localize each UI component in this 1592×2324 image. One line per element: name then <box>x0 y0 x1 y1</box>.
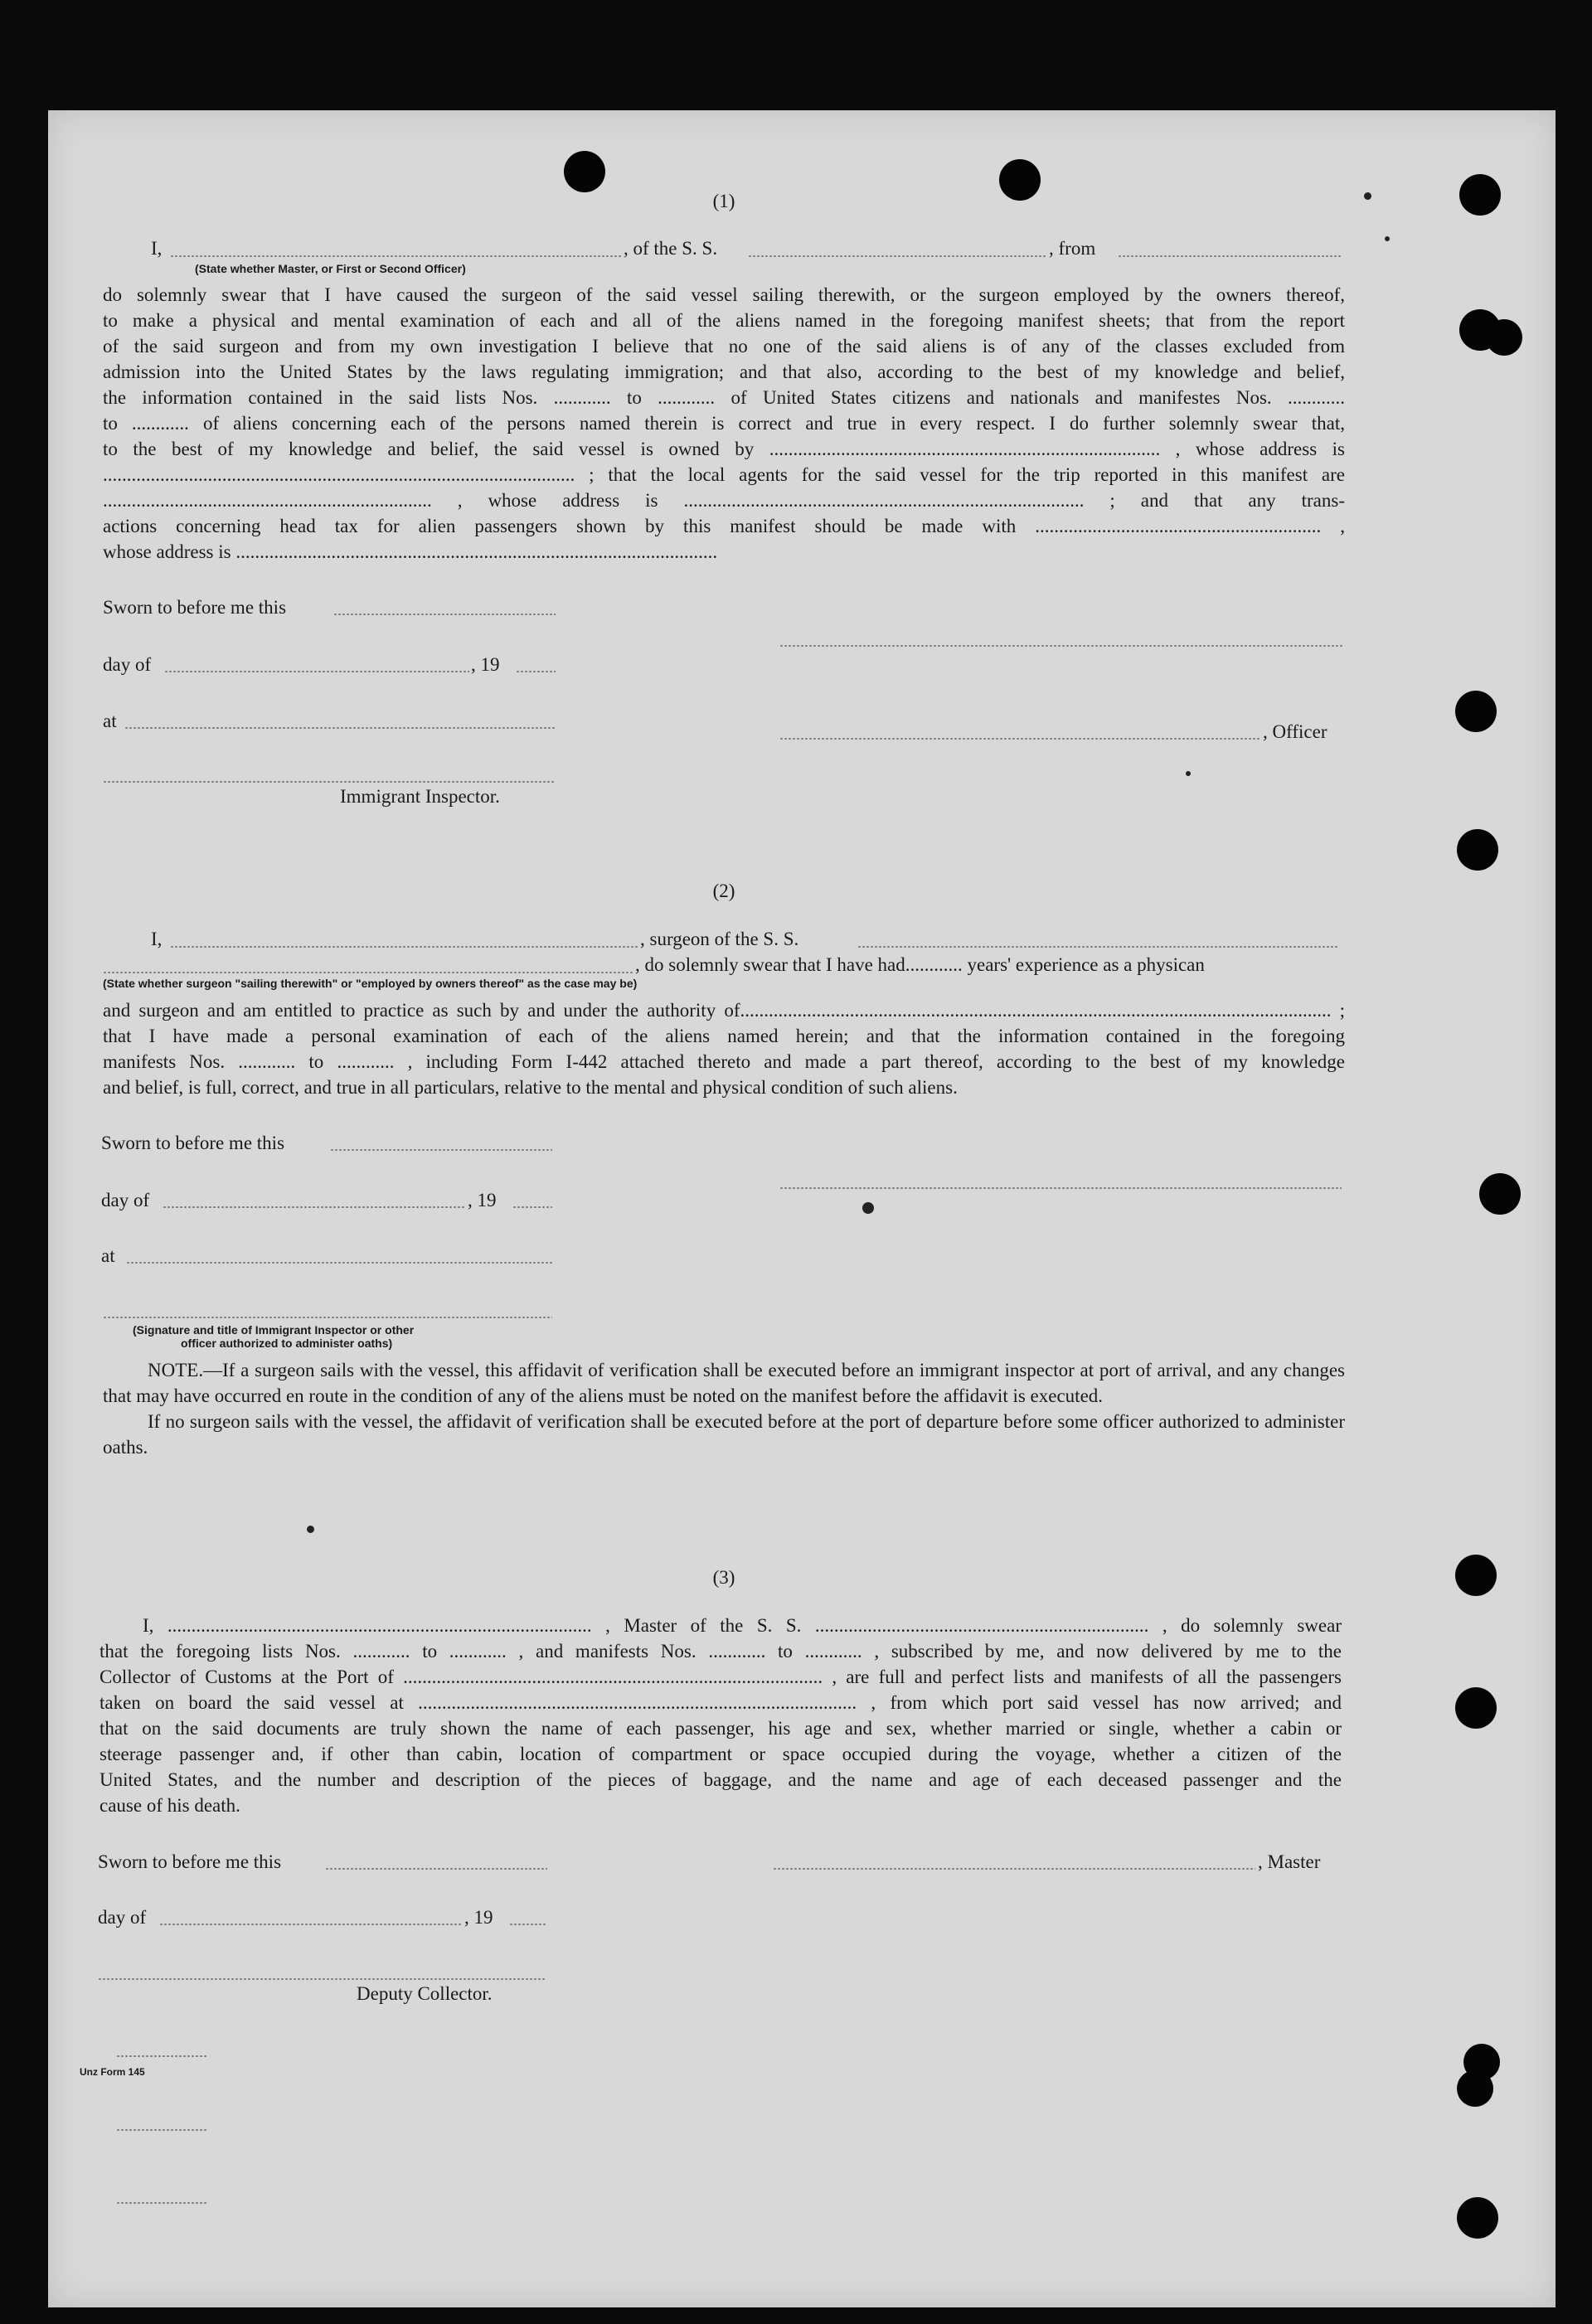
punch-hole <box>1455 1687 1497 1729</box>
surgeon-vessel-field[interactable] <box>857 946 1338 948</box>
section-3-19: , 19 <box>464 1907 493 1928</box>
section-2-oath-text <box>103 997 1345 1100</box>
oath-line: actions concerning head tax for alien passengers shown by this manifest should be made with ............................................................ , <box>103 516 1345 536</box>
year-field[interactable] <box>516 671 556 672</box>
section-1-sworn: Sworn to before me this <box>103 597 287 618</box>
mark-line <box>116 2129 207 2131</box>
oath-line: I, ......................................................................................... , Master of the S. S. ...................................................................... , do solemnly swear <box>143 1615 1342 1636</box>
section-1-oath-text <box>103 282 1345 565</box>
oath-line: taken on board the said vessel at ............................................................................................ , from which port said vessel has now arrived; and <box>100 1692 1342 1713</box>
section-3-day-of: day of <box>98 1907 147 1928</box>
section-1-inspector: Immigrant Inspector. <box>340 786 500 807</box>
oath-line: the information contained in the said lists Nos. ............ to ............ of United States citizens and nationals and manifestes Nos. ............ <box>103 387 1345 408</box>
section-3-number: (3) <box>712 1567 735 1588</box>
oath-line: steerage passenger and, if other than cabin, location of compartment or space occupied during the voyage, whether a citizen of the <box>100 1744 1342 1764</box>
oath-line: to make a physical and mental examination of each and all of the aliens named in the foregoing manifest sheets; that from the report <box>103 310 1345 331</box>
speck <box>862 1202 874 1214</box>
sworn-date-field[interactable] <box>325 1868 547 1870</box>
form-id: Unz Form 145 <box>80 2066 145 2078</box>
inspector-signature-line[interactable] <box>103 1317 552 1318</box>
punch-hole <box>1457 2197 1498 2239</box>
section-3-master: , Master <box>1258 1851 1321 1872</box>
oath-line: manifests Nos. ............ to ............ , including Form I-442 attached thereto and made a part thereof, according to the best of my knowledge <box>103 1051 1345 1072</box>
sworn-date-field[interactable] <box>333 614 556 615</box>
oath-line: that the foregoing lists Nos. ............ to ............ , and manifests Nos. ............ to ............ , subscribed by me, and now delivered by me to the <box>100 1641 1342 1662</box>
vessel-name-field[interactable] <box>748 255 1046 257</box>
rank-field[interactable] <box>170 255 622 257</box>
oath-line: to ............ of aliens concerning each of the persons named therein is correct and true in every respect. I do further solemnly swear that, <box>103 413 1345 434</box>
sworn-date-field[interactable] <box>330 1149 552 1151</box>
section-1-number: (1) <box>712 191 735 211</box>
section-2-sig-note-2: officer authorized to administer oaths) <box>181 1337 393 1350</box>
section-1-day-of: day of <box>103 654 152 675</box>
speck <box>1364 192 1371 200</box>
at-place-field[interactable] <box>124 727 556 729</box>
section-1-rank-note: (State whether Master, or First or Second Officer) <box>195 262 466 275</box>
surgeon-name-field[interactable] <box>170 946 638 948</box>
section-1-19: , 19 <box>471 654 500 675</box>
punch-hole <box>564 151 605 192</box>
surgeon-signature-line[interactable] <box>779 1187 1342 1189</box>
punch-hole <box>1455 1555 1497 1596</box>
section-1-at: at <box>103 711 117 731</box>
oath-line: Collector of Customs at the Port of ........................................................................................ , are full and perfect lists and manifests of all the passengers <box>100 1667 1342 1687</box>
speck <box>1186 771 1191 776</box>
oath-line: and belief, is full, correct, and true in all particulars, relative to the mental and physical condition of such aliens. <box>103 1077 958 1098</box>
oath-line: of the said surgeon and from my own investigation I believe that no one of the said aliens is of any of the classes excluded from <box>103 336 1345 357</box>
signature-line[interactable] <box>779 645 1343 647</box>
speck <box>1385 236 1390 241</box>
at-place-field[interactable] <box>126 1262 552 1264</box>
day-of-field[interactable] <box>159 1924 463 1925</box>
section-1-i: I, <box>151 238 163 259</box>
oath-line: that I have made a personal examination of each of the aliens named herein; and that the information contained in the foregoing <box>103 1026 1345 1046</box>
mark-line <box>116 2202 207 2204</box>
oath-line: ................................................................................................... ; that the local agents for the said vessel for the trip reported in this manifest are <box>103 464 1345 485</box>
section-1-of-ss: , of the S. S. <box>624 238 718 259</box>
master-signature-line[interactable] <box>773 1868 1255 1870</box>
punch-hole <box>1457 2070 1493 2107</box>
section-2-line-2: , do solemnly swear that I have had............ years' experience as a physican <box>635 954 1205 975</box>
oath-line: that on the said documents are truly shown the name of each passenger, his age and sex, whether married or single, whether a cabin or <box>100 1718 1342 1739</box>
section-2-surgeon: , surgeon of the S. S. <box>640 929 799 949</box>
oath-line: ..................................................................... , whose address is .................................................................................... ; and that any trans- <box>103 490 1345 511</box>
day-of-field[interactable] <box>164 671 469 672</box>
oath-line: United States, and the number and description of the pieces of baggage, and the name and age of each deceased passenger and the <box>100 1769 1342 1790</box>
section-2-sworn: Sworn to before me this <box>101 1133 285 1153</box>
year-field[interactable] <box>512 1206 552 1208</box>
section-3-sworn: Sworn to before me this <box>98 1851 282 1872</box>
section-2-status-note: (State whether surgeon "sailing therewith" or "employed by owners thereof" as the case may be) <box>103 977 638 990</box>
punch-hole <box>1479 1173 1521 1215</box>
punch-hole <box>1459 174 1501 216</box>
speck <box>307 1526 314 1533</box>
punch-hole <box>1486 319 1522 356</box>
punch-hole <box>1455 691 1497 732</box>
section-1-from: , from <box>1049 238 1096 259</box>
note-paragraph: If no surgeon sails with the vessel, the affidavit of verification shall be executed before at the port of departure before some officer authorized to administer oaths. <box>103 1411 1345 1458</box>
section-2-day-of: day of <box>101 1190 150 1211</box>
year-field[interactable] <box>509 1924 547 1925</box>
oath-line: admission into the United States by the laws regulating immigration; and that also, according to the best of my knowledge and belief, <box>103 361 1345 382</box>
section-2-at: at <box>101 1245 115 1266</box>
oath-line: whose address is ..................................................................................................... <box>103 541 718 562</box>
punch-hole <box>999 159 1041 201</box>
punch-hole <box>1457 829 1498 871</box>
section-2-sig-note-1: (Signature and title of Immigrant Inspector or other <box>133 1323 415 1337</box>
oath-line: cause of his death. <box>100 1795 240 1816</box>
mark-line <box>116 2055 207 2057</box>
section-2-i: I, <box>151 929 163 949</box>
section-2-number: (2) <box>712 881 735 901</box>
surgeon-status-field[interactable] <box>103 972 633 973</box>
section-1-officer: , Officer <box>1263 721 1327 742</box>
section-2-note <box>103 1357 1345 1460</box>
from-port-field[interactable] <box>1118 255 1342 257</box>
oath-line: and surgeon and am entitled to practice as such by and under the authority of............................................................................................................................ ; <box>103 1000 1345 1021</box>
section-3-deputy: Deputy Collector. <box>357 1983 493 2004</box>
oath-line: to the best of my knowledge and belief, the said vessel is owned by .................................................................................. , whose address is <box>103 439 1345 459</box>
section-3-oath-text <box>100 1613 1342 1818</box>
note-paragraph: NOTE.—If a surgeon sails with the vessel, this affidavit of verification shall be executed before an immigrant inspector at port of arrival, and any changes that may have occurred en route in the condition of any of the aliens must be noted on the manifest before the affidavit is executed. <box>103 1360 1345 1406</box>
section-2-19: , 19 <box>468 1190 497 1211</box>
oath-line: do solemnly swear that I have caused the surgeon of the said vessel sailing therewith, or the surgeon employed by the owners thereof, <box>103 284 1345 305</box>
collector-signature-line[interactable] <box>98 1978 546 1980</box>
day-of-field[interactable] <box>163 1206 466 1208</box>
officer-signature-line[interactable] <box>779 738 1260 740</box>
inspector-signature-line[interactable] <box>103 781 556 783</box>
